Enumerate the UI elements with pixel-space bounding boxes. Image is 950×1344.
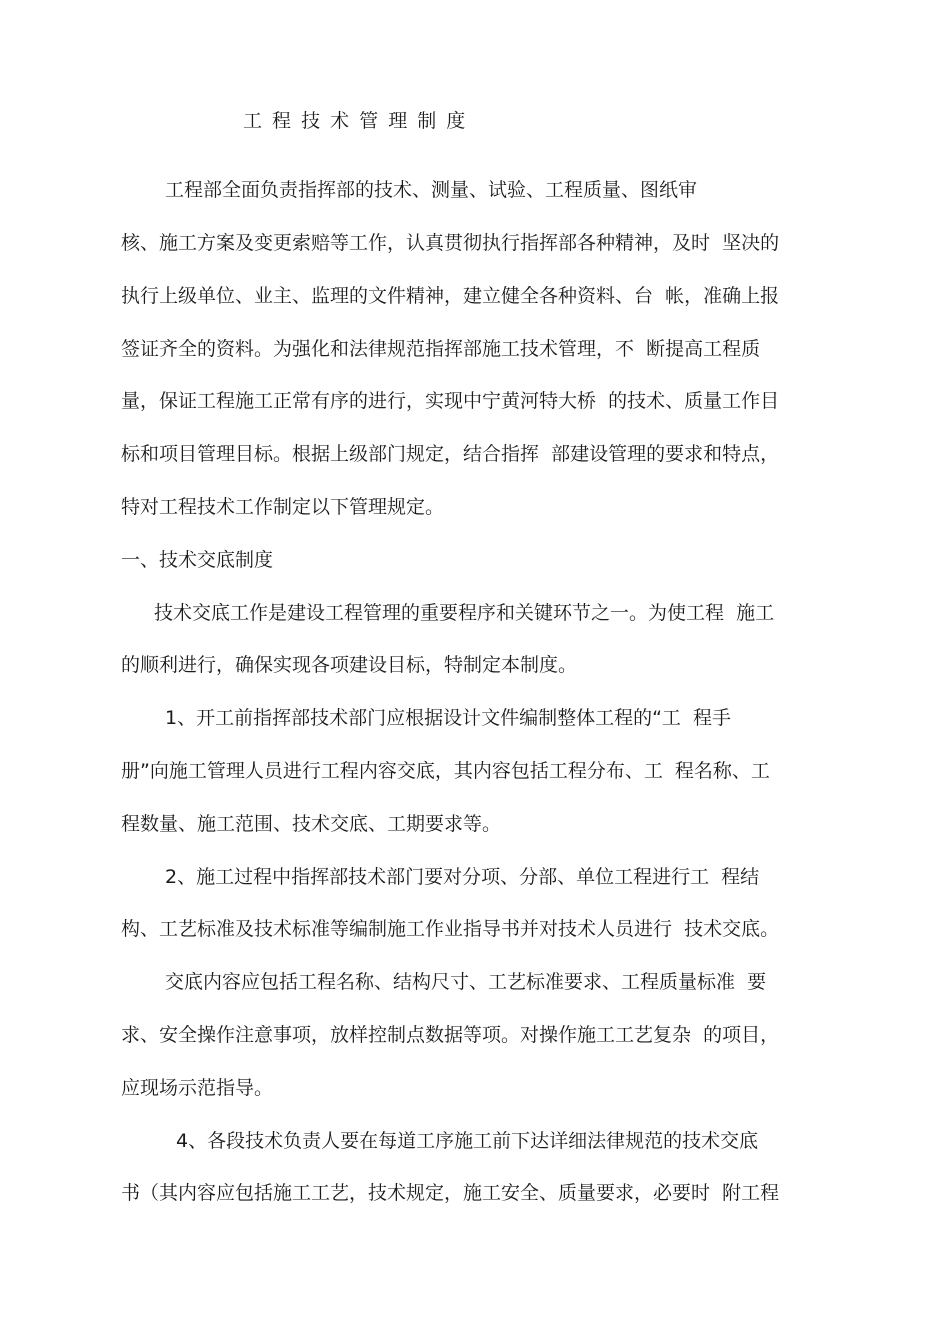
paragraph-line: 书（其内容应包括施工工艺，技术规定，施工安全、质量要求，必要时 附工程	[121, 1182, 780, 1204]
paragraph-line: 应现场示范指导。	[121, 1077, 274, 1099]
paragraph-line: 标和项目管理目标。根据上级部门规定，结合指挥 部建设管理的要求和特点，	[121, 443, 780, 465]
paragraph-line: 签证齐全的资料。为强化和法律规范指挥部施工技术管理，不 断提高工程质	[121, 338, 761, 360]
paragraph-line: 4、各段技术负责人要在每道工序施工前下达详细法律规范的技术交底	[176, 1130, 759, 1152]
paragraph-line: 1、开工前指挥部技术部门应根据设计文件编制整体工程的“工 程手	[165, 707, 732, 729]
paragraph-line: 量，保证工程施工正常有序的进行，实现中宁黄河特大桥 的技术、质量工作目	[121, 390, 780, 412]
paragraph-line: 程数量、施工范围、技术交底、工期要求等。	[121, 813, 502, 835]
paragraph-line: 构、工艺标准及技术标准等编制施工作业指导书并对技术人员进行 技术交底。	[121, 918, 780, 940]
paragraph-line: 特对工程技术工作制定以下管理规定。	[121, 496, 445, 518]
paragraph-line: 技术交底工作是建设工程管理的重要程序和关键环节之一。为使工程 施工	[154, 602, 775, 624]
paragraph-line: 交底内容应包括工程名称、结构尺寸、工艺标准要求、工程质量标准 要	[165, 971, 767, 993]
paragraph-line: 册”向施工管理人员进行工程内容交底，其内容包括工程分布、工 程名称、工	[121, 760, 770, 782]
paragraph-line: 求、安全操作注意事项，放样控制点数据等项。对操作施工工艺复杂 的项目，	[121, 1024, 780, 1046]
paragraph-line: 执行上级单位、业主、监理的文件精神，建立健全各种资料、台 帐，准确上报	[121, 285, 780, 307]
paragraph-line: 的顺利进行，确保实现各项建设目标，特制定本制度。	[121, 654, 578, 676]
paragraph-line: 核、施工方案及变更索赔等工作，认真贯彻执行指挥部各种精神，及时 坚决的	[121, 232, 780, 254]
section-heading: 一、技术交底制度	[121, 549, 274, 571]
paragraph-line: 2、施工过程中指挥部技术部门要对分项、分部、单位工程进行工 程结	[165, 866, 760, 888]
document-title: 工 程 技 术 管 理 制 度	[243, 110, 468, 132]
paragraph-line: 工程部全面负责指挥部的技术、测量、试验、工程质量、图纸审	[165, 179, 698, 201]
